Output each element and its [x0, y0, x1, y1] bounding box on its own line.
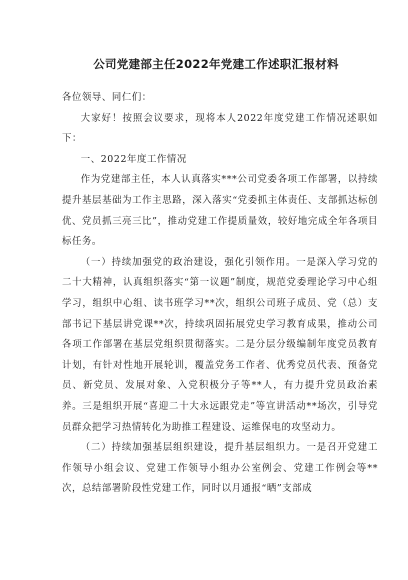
- opening-paragraph: 大家好！按照会议要求，现将本人2022年度党建工作情况述职如下：: [62, 112, 378, 145]
- body-paragraph: （一）持续加强党的政治建设，强化引领作用。一是深入学习党的二十大精神，认真组织落实“第一议题”制度，规范党委理论学习中心组学习，组织中心组、读书班学习**次，组织公司班子成员、党（总）支部书记下基层讲党课**次，持续巩固拓展党史学习教育成果，推动公司各项工作部署在基层党组织贯彻落实。二是分层分级编制年度党员教育计划，有针对性地开展轮训，覆盖党务工作者、优秀党员代表、预备党员、新党员、发展对象、入党积极分子等**人，有力提升党员政治素养。三是组织开展“喜迎二十大永远跟党走”等宣讲活动**场次，引导党员群众把学习热情转化为助推工程建设、运维保电的攻坚动力。: [62, 256, 378, 433]
- document-title: 公司党建部主任2022年党建工作述职汇报材料: [93, 57, 339, 71]
- section-heading: 一、2022年度工作情况: [80, 153, 187, 165]
- body-paragraph: 作为党建部主任，本人认真落实***公司党委各项工作部署，以持续提升基层基础为工作主思路，深入落实“党委抓主体责任、支部抓达标创优、党员抓三亮三比”，推动党建工作提质量效，较好地完成全年各项目标任务。: [62, 174, 378, 248]
- body-paragraph: （二）持续加强基层组织建设，提升基层组织力。一是召开党建工作领导小组会议、党建工作领导小组办公室例会、党建工作例会等**次，总结部署阶段性党建工作，同时以月通报“晒”支部成: [62, 442, 378, 495]
- salutation: 各位领导、同仁们：: [62, 92, 152, 103]
- document-body: [62, 88, 378, 500]
